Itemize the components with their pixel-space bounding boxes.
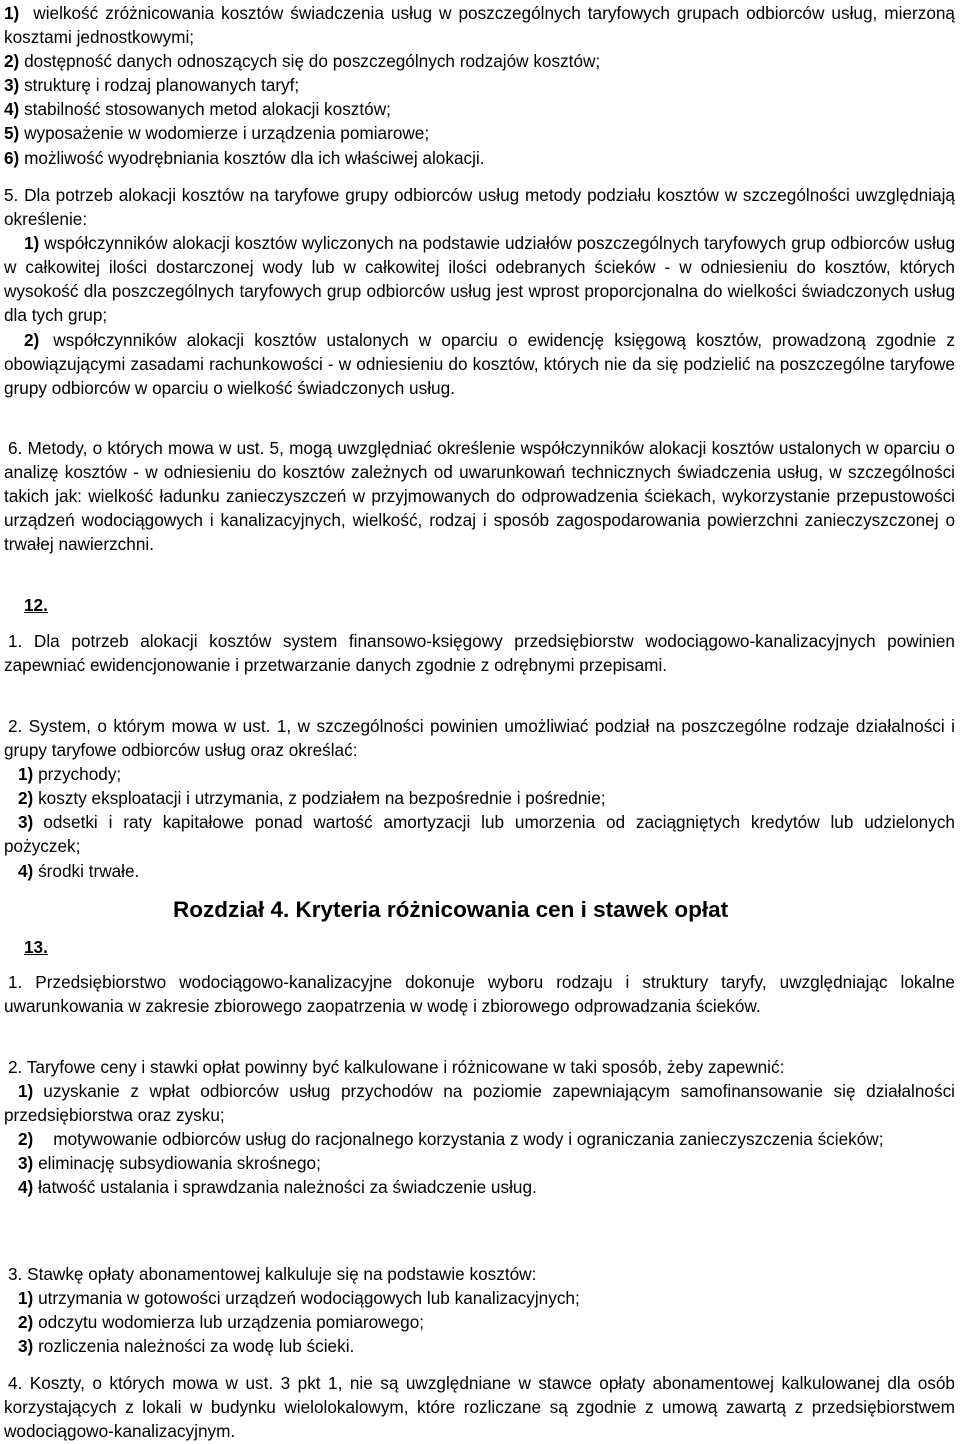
list-item: 3) eliminację subsydiowania skrośnego; [18, 1153, 321, 1174]
list-item: 3) strukturę i rodzaj planowanych taryf; [4, 75, 300, 96]
section-12-paragraph-2: 2. System, o którym mowa w ust. 1, w szczególności powinien umożliwiać podział na poszczególne rodzaje działalności i grupy taryfowe odbiorców usług oraz określać: 1) przychody; 2) koszty eksploatacji i utrzymania, z podziałem na bezpośrednie i pośrednie; 3) odsetki i raty kapitałowe ponad wartość amortyzacji lub umorzenia od zaciągniętych kredytów lub udzielonych pożyczek; 4) środki trwałe. [4, 714, 955, 883]
chapter-heading: Rozdział 4. Kryteria różnicowania cen i stawek opłat [173, 897, 729, 922]
list-item: 2) motywowanie odbiorców usług do racjonalnego korzystania z wody i ograniczania zanieczyszczenia ścieków; [18, 1129, 884, 1150]
paragraph-5 [4, 183, 955, 400]
list-item: 3) odsetki i raty kapitałowe ponad wartość amortyzacji lub umorzenia od zaciągniętych kredytów lub udzielonych pożyczek; [4, 812, 955, 857]
list-item: 1) uzyskanie z wpłat odbiorców usług przychodów na poziomie zapewniającym samofinansowanie się działalności przedsiębiorstwa oraz zysku; [4, 1081, 955, 1126]
criteria-list [4, 1, 955, 170]
list-item: 4) stabilność stosowanych metod alokacji kosztów; [4, 99, 391, 120]
list-item: 1) współczynników alokacji kosztów wyliczonych na podstawie udziałów poszczególnych taryfowych grup odbiorców usług w całkowitej ilości dostarczonej wody lub w całkowitej ilości odebranych ścieków - w odniesieniu do kosztów, których wysokość dla poszczególnych taryfowych grup odbiorców usług jest wprost proporcjonalna do wielkości świadczonych usług dla tych grup; [4, 233, 955, 326]
list-item: 1) wielkość zróżnicowania kosztów świadczenia usług w poszczególnych taryfowych grupach odbiorców usług, mierzoną kosztami jednostkowymi; [4, 3, 955, 48]
section-13-paragraph-3: 3. Stawkę opłaty abonamentowej kalkuluje się na podstawie kosztów: 1) utrzymania w gotowości urządzeń wodociągowych lub kanalizacyjnych; 2) odczytu wodomierza lub urządzenia pomiarowego; 3) rozliczenia należności za wodę lub ścieki. [4, 1262, 955, 1358]
list-item: 4) środki trwałe. [18, 860, 140, 881]
list-item: 1) utrzymania w gotowości urządzeń wodociągowych lub kanalizacyjnych; [18, 1288, 580, 1309]
list-item: 6) możliwość wyodrębniania kosztów dla ich właściwej alokacji. [4, 147, 485, 168]
list-item: 2) dostępność danych odnoszących się do poszczególnych rodzajów kosztów; [4, 51, 601, 72]
list-item: 1) przychody; [18, 764, 122, 785]
paragraph-intro: 5. Dla potrzeb alokacji kosztów na taryfowe grupy odbiorców usług metody podziału kosztów w szczególności uwzględniają określenie: [4, 185, 955, 230]
list-item: 5) wyposażenie w wodomierze i urządzenia pomiarowe; [4, 123, 430, 144]
list-item: 2) współczynników alokacji kosztów ustalonych w oparciu o ewidencję księgową kosztów, prowadzoną zgodnie z obowiązującymi zasadami rachunkowości - w odniesieniu do kosztów, których nie da się podzielić na poszczególne taryfowe grupy odbiorców w oparciu o wielkość świadczonych usług. [4, 329, 955, 398]
section-number-13: 13. [24, 937, 48, 957]
list-item: 2) odczytu wodomierza lub urządzenia pomiarowego; [18, 1312, 425, 1333]
section-13-paragraph-2: 2. Taryfowe ceny i stawki opłat powinny być kalkulowane i różnicowane w taki sposób, żeby zapewnić: 1) uzyskanie z wpłat odbiorców usług przychodów na poziomie zapewniającym samofinansowanie się działalności przedsiębiorstwa oraz zysku; 2) motywowanie odbiorców usług do racjonalnego korzystania z wody i ograniczania zanieczyszczenia ścieków; 3) eliminację subsydiowania skrośnego; 4) łatwość ustalania i sprawdzania należności za świadczenie usług. [4, 1055, 955, 1200]
section-13-paragraph-1: 1. Przedsiębiorstwo wodociągowo-kanalizacyjne dokonuje wyboru rodzaju i struktury taryfy, uwzględniając lokalne uwarunkowania w zakresie zbiorowego zaopatrzenia w wodę i zbiorowego odprowadzania ścieków. [4, 972, 955, 1017]
section-number-12: 12. [24, 595, 48, 615]
section-13-paragraph-4: 4. Koszty, o których mowa w ust. 3 pkt 1, nie są uwzględniane w stawce opłaty abonamentowej kalkulowanej dla osób korzystających z lokali w budynku wielolokalowym, które rozliczane są zgodnie z umową zawartą z przedsiębiorstwem wodociągowo-kanalizacyjnym. [4, 1373, 955, 1442]
list-item: 3) rozliczenia należności za wodę lub ścieki. [18, 1336, 355, 1357]
list-item: 4) łatwość ustalania i sprawdzania należności za świadczenie usług. [18, 1177, 537, 1198]
list-item: 2) koszty eksploatacji i utrzymania, z podziałem na bezpośrednie i pośrednie; [18, 788, 606, 809]
section-12-paragraph-1: 1. Dla potrzeb alokacji kosztów system finansowo-księgowy przedsiębiorstw wodociągowo-kanalizacyjnych powinien zapewniać ewidencjonowanie i przetwarzanie danych zgodnie z odrębnymi przepisami. [4, 631, 955, 676]
paragraph-6: 6. Metody, o których mowa w ust. 5, mogą uwzględniać określenie współczynników alokacji kosztów ustalonych w oparciu o analizę kosztów - w odniesieniu do kosztów zależnych od uwarunkowań technicznych świadczenia usług, w szczególności takich jak: wielkość ładunku zanieczyszczeń w przyjmowanych do odprowadzenia ściekach, wykorzystanie przepustowości urządzeń wodociągowych i kanalizacyjnych, wielkość, rodzaj i sposób zagospodarowania powierzchni zanieczyszczonej o trwałej nawierzchni. [4, 438, 955, 555]
